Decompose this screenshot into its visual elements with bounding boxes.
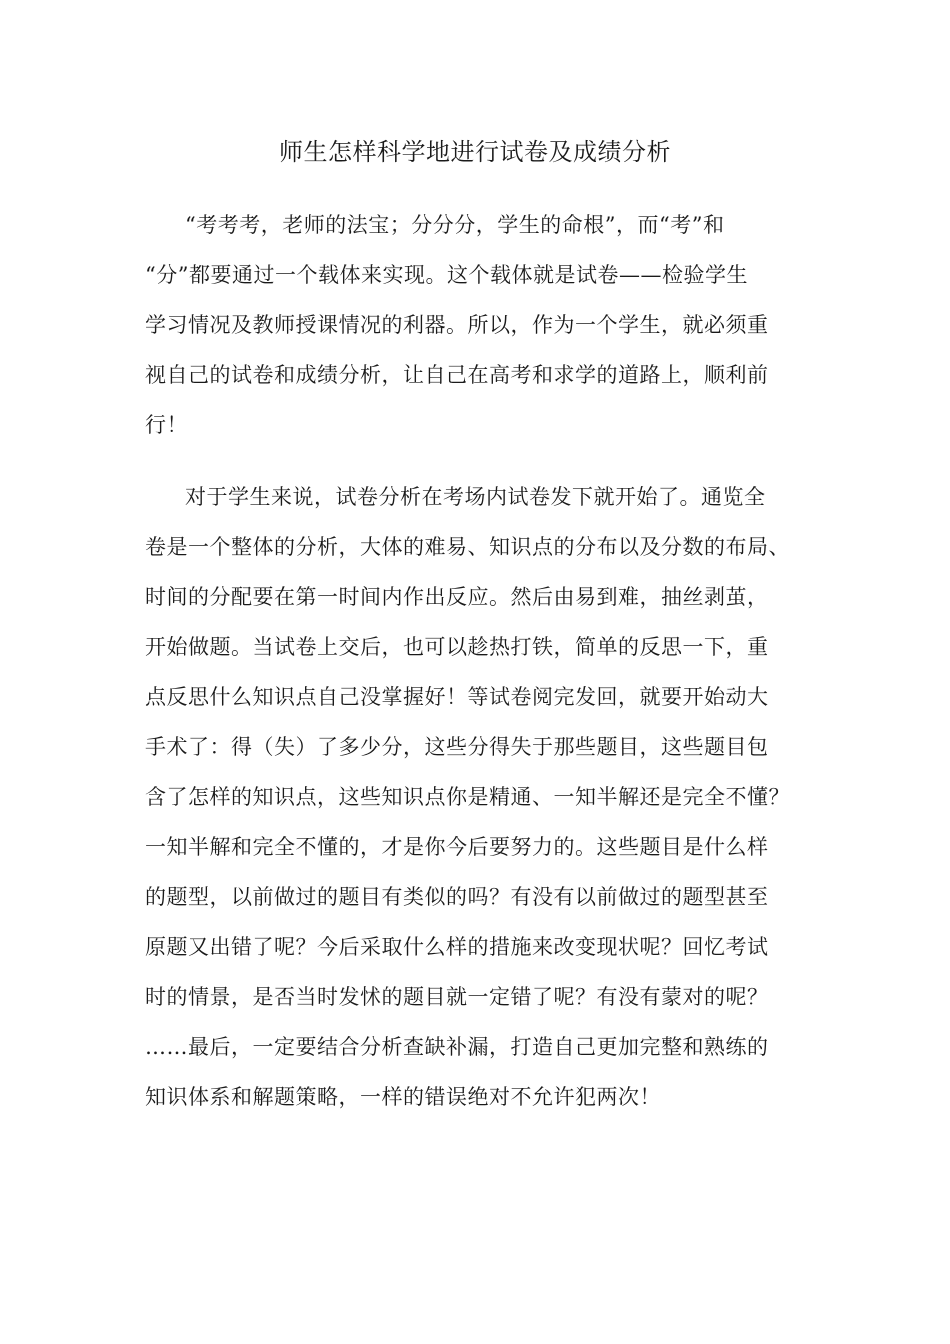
paragraph-1	[145, 200, 805, 450]
paragraph-line: 的题型，以前做过的题目有类似的吗？有没有以前做过的题型甚至	[145, 885, 769, 909]
paragraph-line: “考考考，老师的法宝；分分分，学生的命根”，而“考”和	[185, 213, 725, 237]
paragraph-line: 时间的分配要在第一时间内作出反应。然后由易到难，抽丝剥茧，	[145, 585, 769, 609]
paragraph-line: “分”都要通过一个载体来实现。这个载体就是试卷——检验学生	[145, 263, 748, 287]
paragraph-line: 知识体系和解题策略，一样的错误绝对不允许犯两次！	[145, 1085, 661, 1109]
paragraph-line: 学习情况及教师授课情况的利器。所以，作为一个学生，就必须重	[145, 313, 769, 337]
paragraph-2	[145, 472, 805, 1122]
paragraph-line: 卷是一个整体的分析，大体的难易、知识点的分布以及分数的布局、	[145, 535, 790, 559]
paragraph-line: 对于学生来说，试卷分析在考场内试卷发下就开始了。通览全	[185, 485, 766, 509]
paragraph-line: 一知半解和完全不懂的，才是你今后要努力的。这些题目是什么样	[145, 835, 769, 859]
paragraph-line: 含了怎样的知识点，这些知识点你是精通、一知半解还是完全不懂？	[145, 785, 790, 809]
paragraph-line: ……最后，一定要结合分析查缺补漏，打造自己更加完整和熟练的	[145, 1035, 769, 1059]
paragraph-line: 手术了：得（失）了多少分，这些分得失于那些题目，这些题目包	[145, 735, 769, 759]
paragraph-line: 行！	[145, 413, 188, 437]
paragraph-line: 开始做题。当试卷上交后，也可以趁热打铁，简单的反思一下，重	[145, 635, 769, 659]
paragraph-line: 时的情景，是否当时发怵的题目就一定错了呢？有没有蒙对的呢？	[145, 985, 769, 1009]
document-title: 师生怎样科学地进行试卷及成绩分析	[279, 138, 671, 166]
paragraph-line: 原题又出错了呢？今后采取什么样的措施来改变现状呢？回忆考试	[145, 935, 769, 959]
paragraph-line: 视自己的试卷和成绩分析，让自己在高考和求学的道路上，顺利前	[145, 363, 769, 387]
paragraph-line: 点反思什么知识点自己没掌握好！等试卷阅完发回，就要开始动大	[145, 685, 769, 709]
